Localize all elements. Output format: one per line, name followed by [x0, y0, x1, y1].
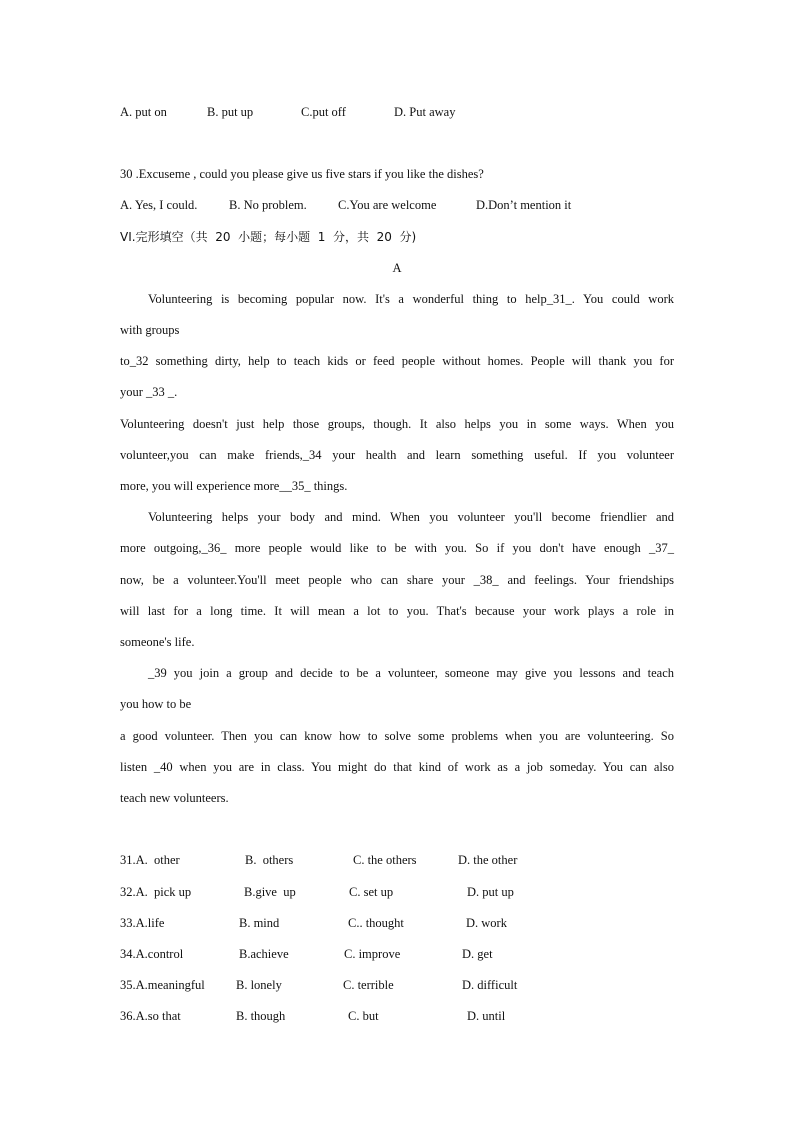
- passage-line: a good volunteer. Then you can know how to solve some problems when you are volunteering. So: [120, 729, 674, 743]
- option-b: B. put up: [207, 105, 254, 119]
- option-b: B. No problem.: [229, 198, 307, 212]
- option-d: D. put up: [467, 885, 514, 899]
- passage-line: volunteer,you can make friends,_34 your health and learn something useful. If you volunteer: [120, 448, 674, 462]
- option-d: D. until: [467, 1009, 506, 1023]
- option-b: B. others: [245, 853, 294, 867]
- passage-line: Volunteering doesn't just help those groups, though. It also helps you in some ways. When you: [120, 417, 674, 431]
- passage-line: someone's life.: [120, 635, 195, 649]
- passage-line: listen _40 when you are in class. You might do that kind of work as a job someday. You can also: [120, 760, 674, 774]
- question-30: 30 .Excuseme , could you please give us five stars if you like the dishes?: [120, 167, 484, 181]
- option-b: B. lonely: [236, 978, 282, 992]
- passage-line: Volunteering is becoming popular now. It's a wonderful thing to help_31_. You could work: [148, 292, 674, 306]
- choice-row-32: [0, 884, 794, 900]
- option-a: 36.A.so that: [120, 1009, 181, 1023]
- option-b: B.achieve: [239, 947, 289, 961]
- option-a: 32.A. pick up: [120, 885, 192, 899]
- option-d: D.Don’t mention it: [476, 198, 572, 212]
- option-c: C. set up: [349, 885, 394, 899]
- passage-line: your _33 _.: [120, 385, 178, 399]
- passage-line: now, be a volunteer.You'll meet people who can share your _38_ and feelings. Your friendships: [120, 573, 674, 587]
- passage-line: more, you will experience more__35_ things.: [120, 479, 348, 493]
- option-c: C. improve: [344, 947, 401, 961]
- q30-options: [0, 197, 794, 213]
- passage-line: will last for a long time. It will mean a lot to you. That's because your work plays a role in: [120, 604, 674, 618]
- option-d: D. Put away: [394, 105, 456, 119]
- passage-line: _39 you join a group and decide to be a volunteer, someone may give you lessons and teach: [148, 666, 674, 680]
- choice-row-34: [0, 946, 794, 962]
- choice-row-35: [0, 977, 794, 993]
- option-c: C.You are welcome: [338, 198, 437, 212]
- option-b: B. though: [236, 1009, 286, 1023]
- q29-options: [0, 104, 794, 120]
- option-c: C.put off: [301, 105, 346, 119]
- passage-line: to_32 something dirty, help to teach kids or feed people without homes. People will thank you for: [120, 354, 674, 368]
- section-title: VI.完形填空（共 20 小题；每小题 1 分，共 20 分): [120, 230, 417, 244]
- option-d: D. work: [466, 916, 507, 930]
- option-b: B. mind: [239, 916, 280, 930]
- option-d: D. the other: [458, 853, 518, 867]
- option-d: D. get: [462, 947, 493, 961]
- option-c: C.. thought: [348, 916, 404, 930]
- passage-line: Volunteering helps your body and mind. When you volunteer you'll become friendlier and: [148, 510, 674, 524]
- option-b: B.give up: [244, 885, 296, 899]
- choice-row-36: [0, 1008, 794, 1024]
- passage-line: you how to be: [120, 697, 192, 711]
- option-c: C. but: [348, 1009, 379, 1023]
- passage-line: teach new volunteers.: [120, 791, 229, 805]
- option-c: C. the others: [353, 853, 417, 867]
- passage-line: with groups: [120, 323, 180, 337]
- option-a: 34.A.control: [120, 947, 184, 961]
- option-a: A. Yes, I could.: [120, 198, 198, 212]
- passage-line: more outgoing,_36_ more people would like to be with you. So if you don't have enough _37_: [120, 541, 674, 555]
- option-d: D. difficult: [462, 978, 518, 992]
- option-a: A. put on: [120, 105, 167, 119]
- option-a: 31.A. other: [120, 853, 180, 867]
- option-a: 33.A.life: [120, 916, 165, 930]
- option-c: C. terrible: [343, 978, 394, 992]
- choice-row-31: [0, 852, 794, 868]
- choice-row-33: [0, 915, 794, 931]
- passage-label: A: [392, 261, 402, 275]
- option-a: 35.A.meaningful: [120, 978, 205, 992]
